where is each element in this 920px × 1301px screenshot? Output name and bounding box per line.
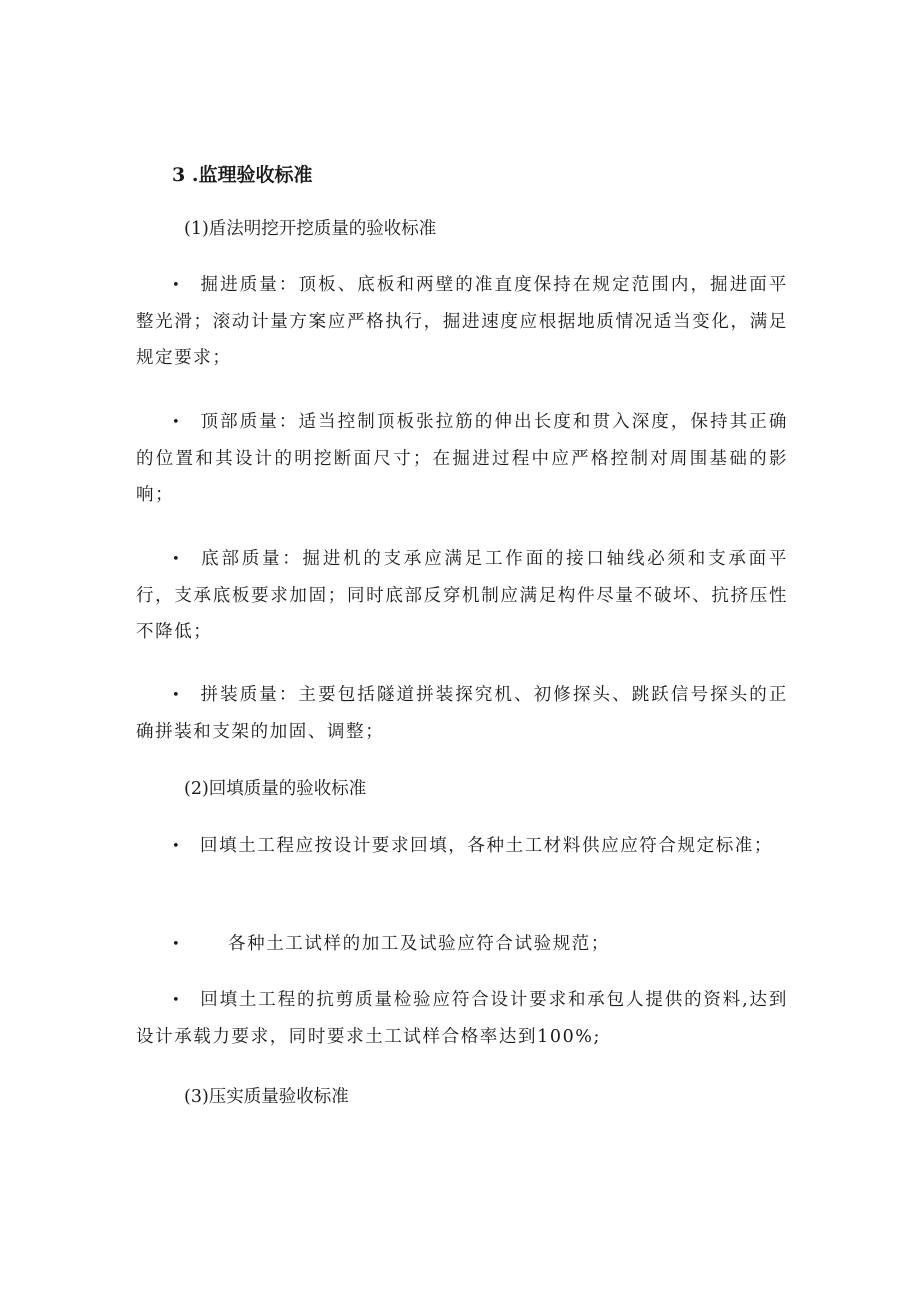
list-item	[136, 982, 788, 1055]
list-item-text: 底部质量：掘进机的支承应满足工作面的接口轴线必须和支承面平行，支承底板要求加固；同时底部反穿机制应满足构件尽量不破坏、抗挤压性不降低；	[136, 549, 788, 642]
bullet-icon: •	[172, 415, 182, 430]
list-item	[136, 404, 788, 513]
bullet-icon: •	[172, 688, 182, 703]
subsection-heading-3: (3)压实质量验收标准	[184, 1087, 349, 1107]
section-title: 3 .监理验收标准	[172, 164, 313, 186]
list-item-text: 回填土工程应按设计要求回填，各种土工材料供应应符合规定标准；	[200, 836, 773, 856]
list-item-text: 回填土工程的抗剪质量检验应符合设计要求和承包人提供的资料,达到设计承载力要求，同时要求土工试样合格率达到100%;	[136, 990, 788, 1047]
list-item	[136, 828, 788, 865]
bullet-icon: •	[172, 552, 182, 567]
list-item	[136, 926, 788, 963]
list-item-text: 拼装质量：主要包括隧道拼装探究机、初修探头、跳跃信号探头的正确拼装和支架的加固、调整；	[136, 685, 788, 742]
subsection-heading-1: (1)盾法明挖开挖质量的验收标准	[184, 219, 437, 239]
list-item	[136, 267, 788, 376]
subsection-heading-2: (2)回填质量的验收标准	[184, 779, 367, 799]
bullet-icon: •	[172, 937, 182, 952]
list-item-text: 顶部质量：适当控制顶板张拉筋的伸出长度和贯入深度，保持其正确的位置和其设计的明挖断面尺寸；在掘进过程中应严格控制对周围基础的影响；	[136, 412, 788, 505]
list-item-text: 各种土工试样的加工及试验应符合试验规范；	[228, 934, 610, 954]
list-item	[136, 677, 788, 750]
bullet-icon: •	[172, 993, 182, 1008]
bullet-icon: •	[172, 278, 182, 293]
list-item	[136, 541, 788, 650]
bullet-icon: •	[172, 839, 182, 854]
list-item-text: 掘进质量：顶板、底板和两壁的准直度保持在规定范围内，掘进面平整光滑；滚动计量方案应严格执行，掘进速度应根据地质情况适当变化，满足规定要求；	[136, 275, 788, 368]
